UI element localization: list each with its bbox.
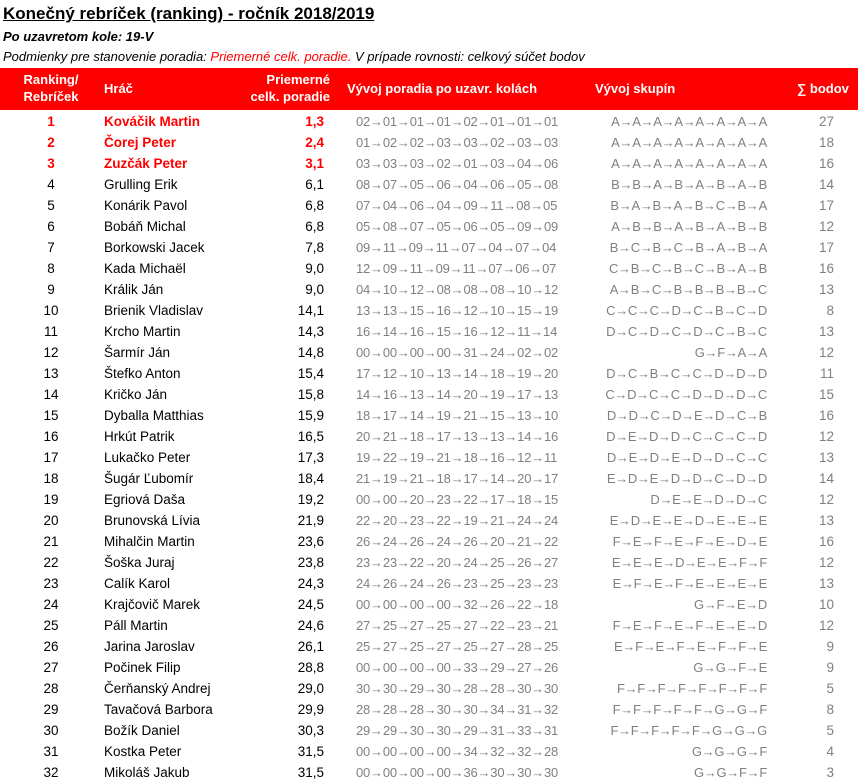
table-row	[0, 447, 858, 468]
table-row	[0, 657, 858, 678]
points-cell: 8	[826, 303, 834, 318]
average-rank-cell: 3,1	[305, 156, 324, 171]
group-development-cell: D→E→D→D→C→C→C→D	[606, 429, 767, 444]
points-cell: 12	[818, 492, 834, 507]
average-rank-cell: 28,8	[297, 660, 324, 675]
group-development-cell: E→F→E→F→E→F→F→E	[614, 639, 767, 654]
player-name-cell: Kostka Peter	[104, 744, 182, 759]
points-cell: 13	[818, 576, 834, 591]
rank-development-cell: 16→14→16→15→16→12→11→14	[356, 324, 558, 339]
rank-cell: 30	[43, 723, 59, 738]
table-row	[0, 111, 858, 132]
rank-cell: 26	[43, 639, 59, 654]
average-rank-cell: 29,0	[297, 681, 324, 696]
points-cell: 13	[818, 282, 834, 297]
player-name-cell: Hrkút Patrik	[104, 429, 175, 444]
rank-development-cell: 13→13→15→16→12→10→15→19	[356, 303, 559, 318]
table-row	[0, 216, 858, 237]
points-cell: 12	[818, 555, 834, 570]
header-player: Hráč	[104, 81, 133, 96]
points-cell: 13	[818, 513, 834, 528]
average-rank-cell: 29,9	[297, 702, 324, 717]
points-cell: 16	[818, 408, 834, 423]
page-title: Konečný rebríček (ranking) - ročník 2018/2019	[3, 4, 375, 23]
player-name-cell: Kada Michaël	[104, 261, 186, 276]
header-average	[236, 71, 330, 105]
average-rank-cell: 19,2	[297, 492, 324, 507]
average-rank-cell: 15,9	[297, 408, 324, 423]
player-name-cell: Borkowski Jacek	[104, 240, 205, 255]
table-row	[0, 384, 858, 405]
points-cell: 11	[819, 366, 834, 381]
player-name-cell: Konárik Pavol	[104, 198, 188, 213]
table-row	[0, 132, 858, 153]
group-development-cell: E→D→E→D→D→C→D→D	[606, 471, 767, 486]
player-name-cell: Lukačko Peter	[104, 450, 191, 465]
average-rank-cell: 16,5	[297, 429, 324, 444]
table-row	[0, 573, 858, 594]
average-rank-cell: 2,4	[305, 135, 324, 150]
group-development-cell: D→D→C→D→E→D→C→B	[606, 408, 767, 423]
group-development-cell: A→A→A→A→A→A→A→A	[611, 135, 767, 150]
rank-development-cell: 25→27→25→27→25→27→28→25	[356, 639, 559, 654]
rank-development-cell: 00→00→00→00→34→32→32→28	[356, 744, 559, 759]
rank-cell: 4	[47, 177, 55, 192]
rank-cell: 20	[43, 513, 59, 528]
rank-cell: 13	[43, 366, 59, 381]
player-name-cell: Dyballa Matthias	[104, 408, 204, 423]
rank-development-cell: 23→23→22→20→24→25→26→27	[356, 555, 559, 570]
group-development-cell: F→E→F→E→F→E→D→E	[612, 534, 767, 549]
rank-development-cell: 29→29→30→30→29→31→33→31	[356, 723, 559, 738]
points-cell: 13	[818, 450, 834, 465]
points-cell: 4	[826, 744, 834, 759]
conditions-tie-break: V prípade rovnosti: celkový súčet bodov	[354, 49, 585, 64]
table-row	[0, 552, 858, 573]
player-name-cell: Čorej Peter	[104, 135, 177, 150]
average-rank-cell: 17,3	[297, 450, 324, 465]
player-name-cell: Počinek Filip	[104, 660, 181, 675]
group-development-cell: A→A→A→A→A→A→A→A	[611, 156, 767, 171]
player-name-cell: Kričko Ján	[104, 387, 168, 402]
rank-development-cell: 01→02→02→03→03→02→03→03	[356, 135, 559, 150]
group-development-cell: D→E→E→D→D→C	[650, 492, 767, 507]
rank-development-cell: 08→07→05→06→04→06→05→08	[356, 177, 559, 192]
rank-development-cell: 14→16→13→14→20→19→17→13	[356, 387, 559, 402]
group-development-cell: D→E→D→E→D→D→C→C	[606, 450, 767, 465]
rank-cell: 7	[47, 240, 55, 255]
table-row	[0, 615, 858, 636]
points-cell: 9	[826, 660, 834, 675]
points-cell: 14	[818, 471, 834, 486]
average-rank-cell: 24,5	[297, 597, 324, 612]
group-development-cell: E→D→E→E→D→E→E→E	[609, 513, 767, 528]
rank-cell: 5	[47, 198, 55, 213]
average-rank-cell: 26,1	[297, 639, 324, 654]
rank-cell: 19	[43, 492, 59, 507]
average-rank-cell: 14,8	[297, 345, 324, 360]
rank-cell: 29	[43, 702, 59, 717]
average-rank-cell: 21,9	[297, 513, 324, 528]
group-development-cell: A→B→C→B→B→B→B→C	[609, 282, 767, 297]
table-row	[0, 300, 858, 321]
rank-development-cell: 17→12→10→13→14→18→19→20	[356, 366, 559, 381]
rank-cell: 31	[43, 744, 59, 759]
rank-development-cell: 04→10→12→08→08→08→10→12	[356, 282, 559, 297]
points-cell: 17	[818, 198, 834, 213]
player-name-cell: Šoška Juraj	[104, 555, 175, 570]
group-development-cell: A→B→B→A→B→A→B→B	[611, 219, 767, 234]
header-groups: Vývoj skupín	[595, 81, 676, 96]
table-row	[0, 363, 858, 384]
rank-cell: 32	[43, 765, 59, 780]
rank-cell: 21	[43, 534, 59, 549]
rank-cell: 10	[43, 303, 59, 318]
table-row	[0, 636, 858, 657]
group-development-cell: F→F→F→F→F→F→F→F	[616, 681, 767, 696]
average-rank-cell: 24,3	[297, 576, 324, 591]
header-rank-line2: Rebríček	[23, 89, 79, 104]
points-cell: 9	[826, 639, 834, 654]
group-development-cell: B→B→A→B→A→B→A→B	[611, 177, 767, 192]
rank-development-cell: 19→22→19→21→18→16→12→11	[356, 450, 558, 465]
player-name-cell: Tavačová Barbora	[104, 702, 213, 717]
table-header	[0, 68, 858, 110]
rank-cell: 14	[43, 387, 59, 402]
average-rank-cell: 6,8	[305, 198, 324, 213]
rank-development-cell: 24→26→24→26→23→25→23→23	[356, 576, 559, 591]
group-development-cell: C→C→C→D→C→B→C→D	[606, 303, 767, 318]
header-average-line1: Priemerné	[266, 72, 330, 87]
header-points: ∑ bodov	[797, 81, 849, 96]
ranking-conditions	[3, 49, 585, 64]
rank-cell: 17	[43, 450, 59, 465]
rank-development-cell: 03→03→03→02→01→03→04→06	[356, 156, 559, 171]
player-name-cell: Šugár Ľubomír	[104, 471, 194, 486]
group-development-cell: B→A→B→A→B→C→B→A	[610, 198, 767, 213]
rank-development-cell: 00→00→00→00→31→24→02→02	[356, 345, 559, 360]
group-development-cell: F→E→F→E→F→E→E→D	[612, 618, 767, 633]
player-name-cell: Králik Ján	[104, 282, 164, 297]
player-name-cell: Božík Daniel	[104, 723, 180, 738]
table-row	[0, 741, 858, 762]
group-development-cell: C→B→C→B→C→B→A→B	[608, 261, 767, 276]
average-rank-cell: 31,5	[297, 744, 324, 759]
table-row	[0, 174, 858, 195]
rank-cell: 1	[47, 114, 55, 129]
points-cell: 5	[826, 723, 834, 738]
points-cell: 10	[818, 597, 834, 612]
rank-cell: 25	[43, 618, 59, 633]
average-rank-cell: 14,1	[297, 303, 324, 318]
average-rank-cell: 23,8	[297, 555, 324, 570]
table-row	[0, 531, 858, 552]
table-row	[0, 468, 858, 489]
player-name-cell: Čerňanský Andrej	[104, 681, 211, 696]
rank-development-cell: 00→00→00→00→33→29→27→26	[356, 660, 559, 675]
rank-cell: 24	[43, 597, 59, 612]
points-cell: 8	[826, 702, 834, 717]
points-cell: 12	[818, 618, 834, 633]
average-rank-cell: 30,3	[297, 723, 324, 738]
rank-development-cell: 12→09→11→09→11→07→06→07	[356, 261, 557, 276]
ranking-table-body	[0, 111, 858, 783]
average-rank-cell: 6,8	[305, 219, 324, 234]
average-rank-cell: 24,6	[297, 618, 324, 633]
table-row	[0, 279, 858, 300]
rank-cell: 27	[43, 660, 59, 675]
table-row	[0, 195, 858, 216]
average-rank-cell: 9,0	[305, 282, 324, 297]
table-row	[0, 153, 858, 174]
group-development-cell: G→G→F→E	[693, 660, 767, 675]
average-rank-cell: 14,3	[297, 324, 324, 339]
rank-development-cell: 05→08→07→05→06→05→09→09	[356, 219, 559, 234]
player-name-cell: Egriová Daša	[104, 492, 186, 507]
player-name-cell: Krajčovič Marek	[104, 597, 201, 612]
points-cell: 12	[818, 429, 834, 444]
table-row	[0, 510, 858, 531]
group-development-cell: D→C→B→C→C→D→D→D	[606, 366, 767, 381]
average-rank-cell: 23,6	[297, 534, 324, 549]
points-cell: 17	[818, 240, 834, 255]
rank-cell: 18	[43, 471, 59, 486]
group-development-cell: F→F→F→F→F→G→G→G	[610, 723, 767, 738]
player-name-cell: Kováčik Martin	[104, 114, 201, 129]
table-row	[0, 720, 858, 741]
group-development-cell: G→F→E→D	[693, 597, 767, 612]
player-name-cell: Krcho Martin	[104, 324, 181, 339]
rank-development-cell: 00→00→00→00→32→26→22→18	[356, 597, 559, 612]
rank-cell: 12	[43, 345, 59, 360]
table-row	[0, 342, 858, 363]
rank-development-cell: 26→24→26→24→26→20→21→22	[356, 534, 559, 549]
rank-development-cell: 22→20→23→22→19→21→24→24	[356, 513, 559, 528]
rank-cell: 16	[43, 429, 59, 444]
group-development-cell: A→A→A→A→A→A→A→A	[611, 114, 767, 129]
group-development-cell: G→G→G→F	[691, 744, 767, 759]
rank-development-cell: 21→19→21→18→17→14→20→17	[356, 471, 559, 486]
points-cell: 14	[818, 177, 834, 192]
rank-development-cell: 18→17→14→19→21→15→13→10	[356, 408, 559, 423]
rank-development-cell: 30→30→29→30→28→28→30→30	[356, 681, 559, 696]
rank-cell: 3	[47, 156, 55, 171]
points-cell: 15	[818, 387, 834, 402]
rank-cell: 23	[43, 576, 59, 591]
table-row	[0, 258, 858, 279]
player-name-cell: Brunovská Lívia	[104, 513, 201, 528]
rank-development-cell: 07→04→06→04→09→11→08→05	[356, 198, 558, 213]
player-name-cell: Grulling Erik	[104, 177, 178, 192]
group-development-cell: E→E→E→D→E→E→F→F	[611, 555, 767, 570]
player-name-cell: Páll Martin	[104, 618, 168, 633]
group-development-cell: G→F→A→A	[694, 345, 767, 360]
group-development-cell: E→F→E→F→E→E→E→E	[612, 576, 767, 591]
points-cell: 12	[818, 219, 834, 234]
player-name-cell: Zuzčák Peter	[104, 156, 188, 171]
rank-development-cell: 27→25→27→25→27→22→23→21	[356, 618, 559, 633]
table-row	[0, 405, 858, 426]
points-cell: 27	[818, 114, 834, 129]
round-subtitle: Po uzavretom kole: 19-V	[3, 29, 154, 44]
average-rank-cell: 6,1	[305, 177, 324, 192]
header-average-line2: celk. poradie	[250, 89, 330, 104]
conditions-criterion: Priemerné celk. poradie.	[210, 49, 352, 64]
rank-cell: 22	[43, 555, 59, 570]
points-cell: 12	[818, 345, 834, 360]
average-rank-cell: 7,8	[305, 240, 324, 255]
points-cell: 16	[818, 261, 834, 276]
average-rank-cell: 31,5	[297, 765, 324, 780]
rank-development-cell: 09→11→09→11→07→04→07→04	[356, 240, 557, 255]
rank-development-cell: 28→28→28→30→30→34→31→32	[356, 702, 559, 717]
rank-development-cell: 02→01→01→01→02→01→01→01	[356, 114, 559, 129]
points-cell: 18	[818, 135, 834, 150]
rank-development-cell: 00→00→20→23→22→17→18→15	[356, 492, 559, 507]
group-development-cell: C→D→C→C→D→D→D→C	[605, 387, 767, 402]
player-name-cell: Šarmír Ján	[104, 345, 171, 360]
table-row	[0, 426, 858, 447]
average-rank-cell: 15,4	[297, 366, 324, 381]
table-row	[0, 489, 858, 510]
table-row	[0, 699, 858, 720]
points-cell: 16	[818, 534, 834, 549]
header-development: Vývoj poradia po uzavr. kolách	[347, 81, 538, 96]
rank-development-cell: 20→21→18→17→13→13→14→16	[356, 429, 559, 444]
player-name-cell: Calík Karol	[104, 576, 171, 591]
player-name-cell: Brienik Vladislav	[104, 303, 204, 318]
points-cell: 16	[818, 156, 834, 171]
rank-cell: 6	[47, 219, 55, 234]
table-row	[0, 762, 858, 783]
points-cell: 5	[826, 681, 834, 696]
header-rank	[6, 71, 96, 105]
points-cell: 3	[826, 765, 834, 780]
group-development-cell: B→C→B→C→B→A→B→A	[609, 240, 767, 255]
group-development-cell: D→C→D→C→D→C→B→C	[606, 324, 767, 339]
average-rank-cell: 15,8	[297, 387, 324, 402]
table-row	[0, 321, 858, 342]
rank-cell: 2	[47, 135, 55, 150]
player-name-cell: Bobáň Michal	[104, 219, 186, 234]
conditions-prefix: Podmienky pre stanovenie poradia:	[3, 49, 207, 64]
player-name-cell: Mihalčin Martin	[104, 534, 195, 549]
average-rank-cell: 1,3	[305, 114, 324, 129]
group-development-cell: F→F→F→F→F→G→G→F	[612, 702, 767, 717]
header-rank-line1: Ranking/	[23, 72, 79, 87]
rank-cell: 11	[43, 324, 58, 339]
table-row	[0, 678, 858, 699]
table-row	[0, 237, 858, 258]
points-cell: 13	[818, 324, 834, 339]
player-name-cell: Jarina Jaroslav	[104, 639, 195, 654]
player-name-cell: Mikoláš Jakub	[104, 765, 190, 780]
rank-cell: 9	[47, 282, 55, 297]
rank-development-cell: 00→00→00→00→36→30→30→30	[356, 765, 559, 780]
rank-cell: 15	[43, 408, 59, 423]
group-development-cell: G→G→F→F	[693, 765, 767, 780]
rank-cell: 28	[43, 681, 59, 696]
rank-cell: 8	[47, 261, 55, 276]
table-row	[0, 594, 858, 615]
player-name-cell: Štefko Anton	[104, 366, 181, 381]
average-rank-cell: 18,4	[297, 471, 324, 486]
average-rank-cell: 9,0	[305, 261, 324, 276]
